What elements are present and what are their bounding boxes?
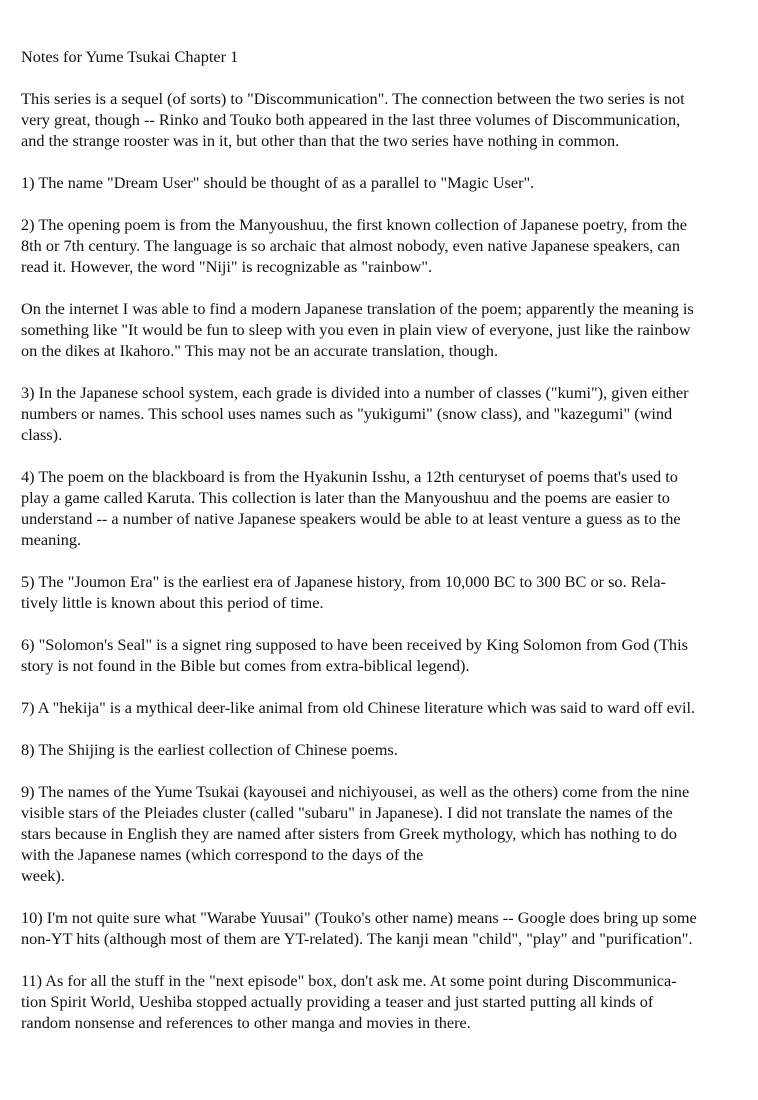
text-line: 8) The Shijing is the earliest collection of Chinese poems. [21,740,398,759]
text-line: week). [21,866,65,885]
note-paragraph [21,172,745,193]
text-line: 4) The poem on the blackboard is from the Hyakunin Isshu, a 12th centuryset of poems that's used to [21,467,678,486]
text-line: stars because in English they are named after sisters from Greek mythology, which has nothing to do [21,824,677,843]
text-line: understand -- a number of native Japanese speakers would be able to at least venture a guess as to the [21,509,681,528]
text-line: This series is a sequel (of sorts) to "Discommunication". The connection between the two series is not [21,89,685,108]
text-line: 7) A "hekija" is a mythical deer-like animal from old Chinese literature which was said to ward off evil. [21,698,696,717]
text-line: with the Japanese names (which correspond to the days of the [21,845,424,864]
text-line: 1) The name "Dream User" should be thought of as a parallel to "Magic User". [21,173,535,192]
note-paragraph [21,781,745,886]
text-line: play a game called Karuta. This collection is later than the Manyoushuu and the poems are easier to [21,488,670,507]
text-line: 6) "Solomon's Seal" is a signet ring supposed to have been received by King Solomon from God (This [21,635,688,654]
text-line: 10) I'm not quite sure what "Warabe Yuusai" (Touko's other name) means -- Google does bring up some [21,908,697,927]
text-line: On the internet I was able to find a modern Japanese translation of the poem; apparently the meaning is [21,299,694,318]
text-line: 2) The opening poem is from the Manyoushuu, the first known collection of Japanese poetry, from the [21,215,688,234]
text-line: 3) In the Japanese school system, each grade is divided into a number of classes ("kumi"), given either [21,383,689,402]
text-line: numbers or names. This school uses names such as "yukigumi" (snow class), and "kazegumi" (wind [21,404,673,423]
text-line: class). [21,425,63,444]
document-page [21,46,745,1054]
text-line: on the dikes at Ikahoro." This may not be an accurate translation, though. [21,341,499,360]
text-line: very great, though -- Rinko and Touko both appeared in the last three volumes of Discommunication, [21,110,681,129]
notes-body [21,88,745,1033]
text-line: 11) As for all the stuff in the "next episode" box, don't ask me. At some point during Discommunica- [21,971,677,990]
note-paragraph [21,970,745,1033]
note-paragraph [21,907,745,949]
note-paragraph [21,466,745,550]
document-title: Notes for Yume Tsukai Chapter 1 [21,47,239,66]
note-paragraph [21,634,745,676]
text-line: visible stars of the Pleiades cluster (called "subaru" in Japanese). I did not translate the names of the [21,803,673,822]
text-line: 9) The names of the Yume Tsukai (kayousei and nichiyousei, as well as the others) come from the nine [21,782,690,801]
note-paragraph [21,214,745,277]
note-paragraph [21,298,745,361]
text-line: random nonsense and references to other manga and movies in there. [21,1013,471,1032]
note-paragraph [21,739,745,760]
note-paragraph [21,571,745,613]
text-line: read it. However, the word "Niji" is recognizable as "rainbow". [21,257,433,276]
text-line: 5) The "Joumon Era" is the earliest era of Japanese history, from 10,000 BC to 300 BC or so. Rela- [21,572,666,591]
text-line: meaning. [21,530,82,549]
text-line: something like "It would be fun to sleep with you even in plain view of everyone, just like the rainbow [21,320,691,339]
text-line: story is not found in the Bible but comes from extra-biblical legend). [21,656,470,675]
note-paragraph [21,382,745,445]
text-line: and the strange rooster was in it, but other than that the two series have nothing in common. [21,131,620,150]
text-line: tively little is known about this period of time. [21,593,324,612]
note-paragraph [21,697,745,718]
text-line: 8th or 7th century. The language is so archaic that almost nobody, even native Japanese speakers, can [21,236,681,255]
note-paragraph [21,88,745,151]
text-line: non-YT hits (although most of them are YT-related). The kanji mean "child", "play" and "purification". [21,929,693,948]
text-line: tion Spirit World, Ueshiba stopped actually providing a teaser and just started putting all kinds of [21,992,654,1011]
